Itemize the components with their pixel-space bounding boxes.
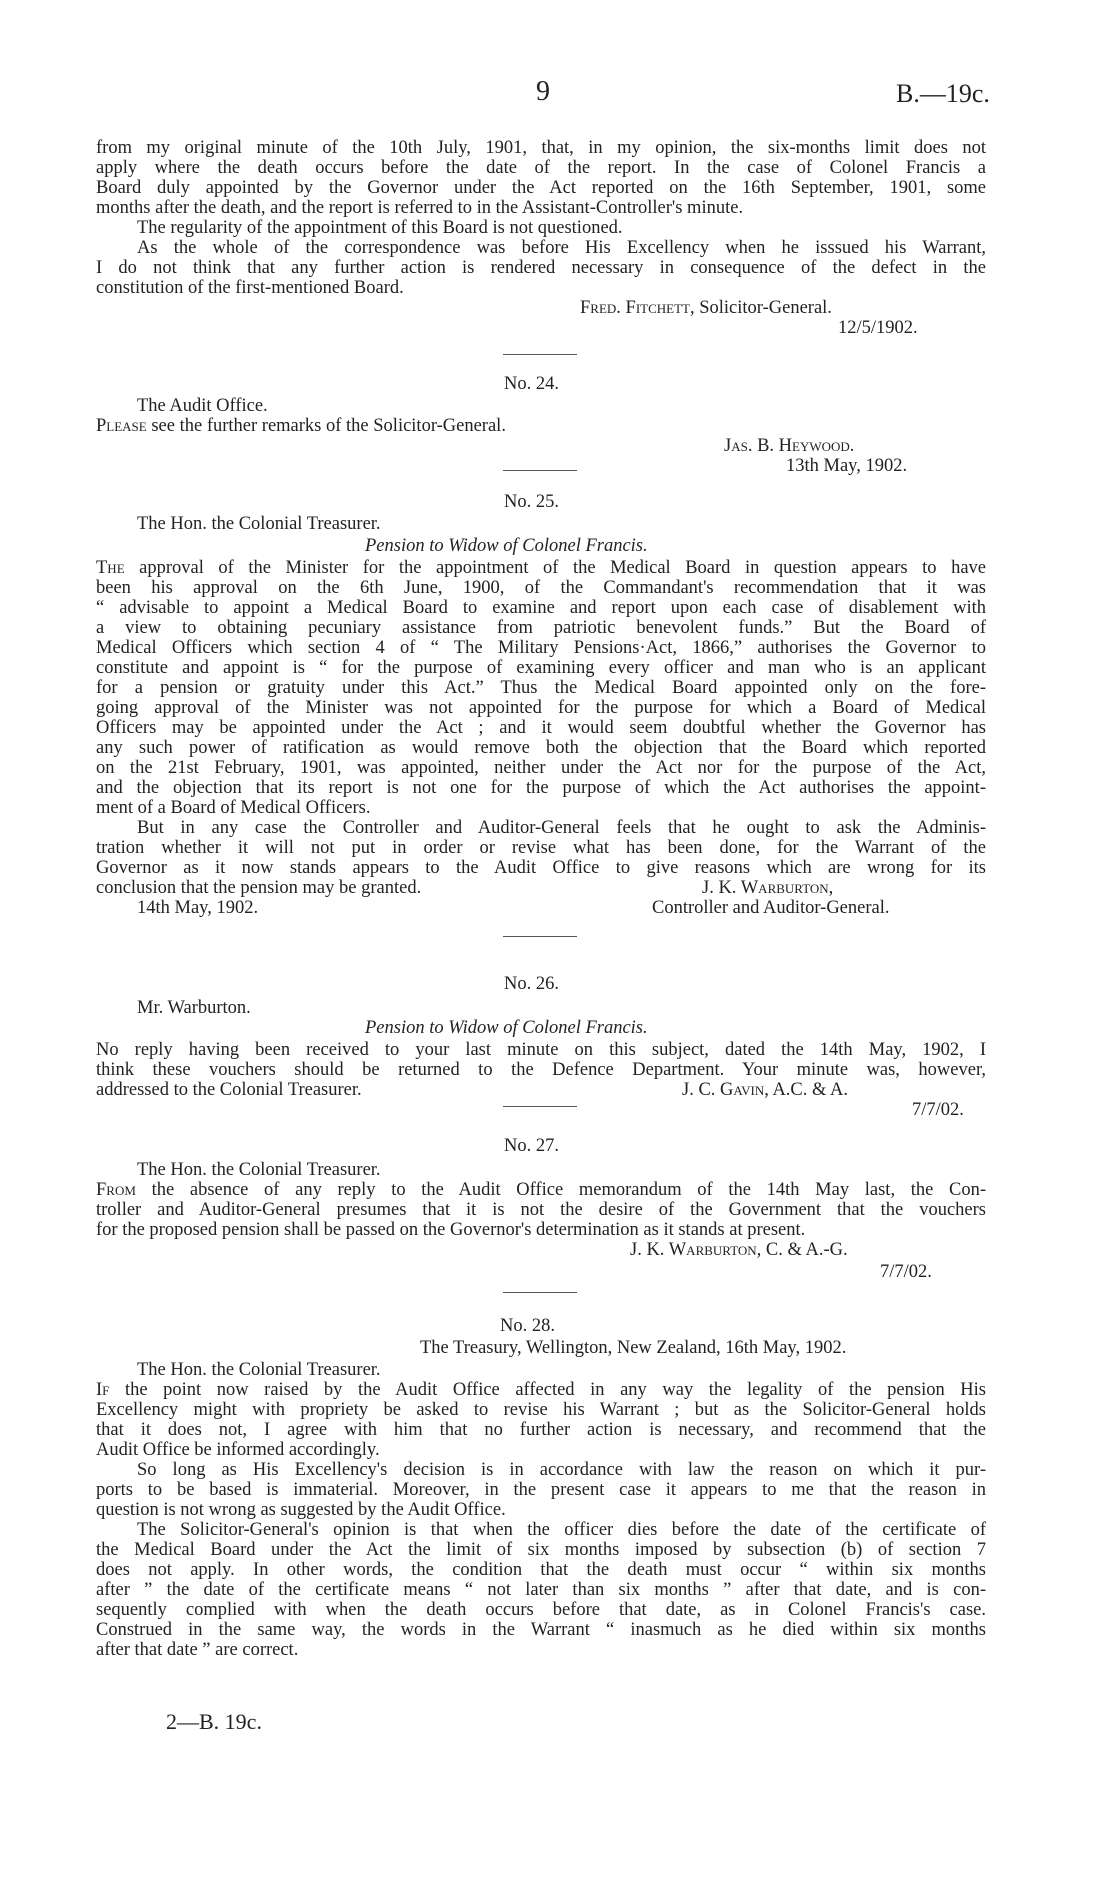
addressee-25: The Hon. the Colonial Treasurer.: [137, 514, 381, 534]
body-27: [96, 1180, 986, 1240]
body-line: any such power of ratification as would remove both the objection that the Board which reported: [96, 738, 986, 758]
body-line: Medical Officers which section 4 of “ The Military Pensions·Act, 1866,” authorises the Governor to: [96, 638, 986, 658]
body-line: does not apply. In other words, the condition that the death must occur “ within six months: [96, 1560, 986, 1580]
body-line: question is not wrong as suggested by the Audit Office.: [96, 1500, 506, 1520]
body-line: Construed in the same way, the words in the Warrant “ inasmuch as he died within six months: [96, 1620, 986, 1640]
intro-line: As the whole of the correspondence was before His Excellency when he isssued his Warrant,: [137, 238, 986, 258]
divider: [503, 1292, 577, 1293]
body-line: that it does not, I agree with him that no further action is necessary, and recommend that the: [96, 1420, 986, 1440]
body-line: going approval of the Minister was not appointed for the purpose for which a Board of Medical: [96, 698, 986, 718]
section-heading-24: No. 24.: [504, 374, 559, 394]
signature-title: Solicitor-General.: [699, 298, 832, 318]
intro-line: Board duly appointed by the Governor under the Act reported on the 16th September, 1901, some: [96, 178, 986, 198]
subject-26: Pension to Widow of Colonel Francis.: [365, 1018, 648, 1038]
body-line: Officers may be appointed under the Act ; and it would seem doubtful whether the Governor has: [96, 718, 986, 738]
section-heading-27: No. 27.: [504, 1136, 559, 1156]
body-line: The approval of the Minister for the appointment of the Medical Board in question appears to have: [96, 558, 986, 578]
intro-paragraph: [96, 138, 986, 218]
body-text: see the further remarks of the Solicitor-General.: [146, 416, 506, 436]
body-line: Excellency might with propriety be asked to revise his Warrant ; but as the Solicitor-General holds: [96, 1400, 986, 1420]
body-line: after ” the date of the certificate means “ not later than six months ” after that date, and is con-: [96, 1580, 986, 1600]
divider: [503, 354, 577, 355]
signature-26: J. C. Gavin, A.C. & A.: [682, 1080, 848, 1100]
body-line: conclusion that the pension may be granted.: [96, 878, 422, 898]
subject-25: Pension to Widow of Colonel Francis.: [365, 536, 648, 556]
body-line: “ advisable to appoint a Medical Board to examine and report upon each case of disablement with: [96, 598, 986, 618]
body-line: the Medical Board under the Act the limit of six months imposed by subsection (b) of section 7: [96, 1540, 986, 1560]
addressee-28: The Hon. the Colonial Treasurer.: [137, 1360, 381, 1380]
intro-date: 12/5/1902.: [838, 318, 918, 338]
place-date-28: The Treasury, Wellington, New Zealand, 16th May, 1902.: [420, 1338, 847, 1358]
body-line: been his approval on the 6th June, 1900, of the Commandant's recommendation that it was: [96, 578, 986, 598]
signature-mark: 2—B. 19c.: [166, 1709, 262, 1734]
section-heading-25: No. 25.: [504, 492, 559, 512]
signature-25: J. K. Warburton,: [702, 878, 834, 898]
section-heading-28: No. 28.: [500, 1316, 555, 1336]
body-line: think these vouchers should be returned to the Defence Department. Your minute was, however,: [96, 1060, 986, 1080]
divider: [503, 470, 577, 471]
intro-line: constitution of the first-mentioned Board.: [96, 278, 404, 298]
body-line: on the 21st February, 1901, was appointed, neither under the Act nor for the purpose of the Act,: [96, 758, 986, 778]
body-25: [96, 558, 986, 898]
body-line: constitute and appoint is “ for the purpose of examining every officer and man who is an applicant: [96, 658, 986, 678]
date-26: 7/7/02.: [912, 1100, 964, 1120]
body-line: Governor as it now stands appears to the Audit Office to give reasons which are wrong for its: [96, 858, 986, 878]
divider: [503, 1106, 577, 1107]
divider: [503, 936, 577, 937]
body-line: From the absence of any reply to the Audit Office memorandum of the 14th May last, the Con-: [96, 1180, 986, 1200]
intro-paragraph-3: [96, 238, 986, 298]
lead-word: From: [96, 1180, 136, 1200]
body-line: for a pension or gratuity under this Act.” Thus the Medical Board appointed only on the fore-: [96, 678, 986, 698]
lead-word: Please: [96, 416, 147, 436]
lead-word: If: [96, 1380, 110, 1400]
body-line: No reply having been received to your last minute on this subject, dated the 14th May, 1902, I: [96, 1040, 986, 1060]
body-line: ports to be based is immaterial. Moreover, in the present case it appears to me that the reason in: [96, 1480, 986, 1500]
signature-27: J. K. Warburton, C. & A.-G.: [630, 1240, 848, 1260]
date-25: 14th May, 1902.: [137, 898, 259, 918]
intro-line: months after the death, and the report is referred to in the Assistant-Controller's minute.: [96, 198, 744, 218]
body-line: ment of a Board of Medical Officers.: [96, 798, 371, 818]
body-line: addressed to the Colonial Treasurer.: [96, 1080, 362, 1100]
addressee-26: Mr. Warburton.: [137, 998, 251, 1018]
body-line: for the proposed pension shall be passed on the Governor's determination as it stands at present.: [96, 1220, 806, 1240]
body-line: after that date ” are correct.: [96, 1640, 299, 1660]
body-line: Audit Office be informed accordingly.: [96, 1440, 380, 1460]
body-line: So long as His Excellency's decision is in accordance with law the reason on which it pur-: [137, 1460, 986, 1480]
body-line: The Solicitor-General's opinion is that when the officer dies before the date of the certificate of: [137, 1520, 986, 1540]
signature-24: Jas. B. Heywood.: [724, 436, 855, 456]
signature-name: Fred. Fitchett,: [580, 298, 695, 318]
addressee-24: The Audit Office.: [137, 396, 268, 416]
intro-line: I do not think that any further action is rendered necessary in consequence of the defect in the: [96, 258, 986, 278]
body-line: a view to obtaining pecuniary assistance from patriotic benevolent funds.” But the Board of: [96, 618, 986, 638]
body-line: tration whether it will not put in order or revise what has been done, for the Warrant of the: [96, 838, 986, 858]
body-line: But in any case the Controller and Auditor-General feels that he ought to ask the Adminis-: [137, 818, 986, 838]
date-24: 13th May, 1902.: [786, 456, 908, 476]
body-line: troller and Auditor-General presumes that it is not the desire of the Government that the vouchers: [96, 1200, 986, 1220]
body-line: and the objection that its report is not one for the purpose of which the Act authorises the appoint-: [96, 778, 986, 798]
intro-line: from my original minute of the 10th July, 1901, that, in my opinion, the six-months limit does not: [96, 138, 986, 158]
body-24: [96, 416, 506, 436]
body-line: sequently complied with when the death occurs before that date, as in Colonel Francis's case.: [96, 1600, 986, 1620]
body-28: [96, 1380, 986, 1660]
page-number: 9: [536, 76, 550, 107]
date-27: 7/7/02.: [880, 1262, 932, 1282]
body-line: If the point now raised by the Audit Office affected in any way the legality of the pension His: [96, 1380, 986, 1400]
document-reference: B.—19c.: [896, 79, 990, 108]
lead-word: The: [96, 558, 125, 578]
signature-title-25: Controller and Auditor-General.: [652, 898, 890, 918]
intro-paragraph-2: The regularity of the appointment of this Board is not questioned.: [137, 218, 623, 238]
body-26: [96, 1040, 986, 1100]
intro-line: apply where the death occurs before the date of the report. In the case of Colonel Francis a: [96, 158, 986, 178]
addressee-27: The Hon. the Colonial Treasurer.: [137, 1160, 381, 1180]
section-heading-26: No. 26.: [504, 974, 559, 994]
intro-signature: [580, 298, 832, 318]
